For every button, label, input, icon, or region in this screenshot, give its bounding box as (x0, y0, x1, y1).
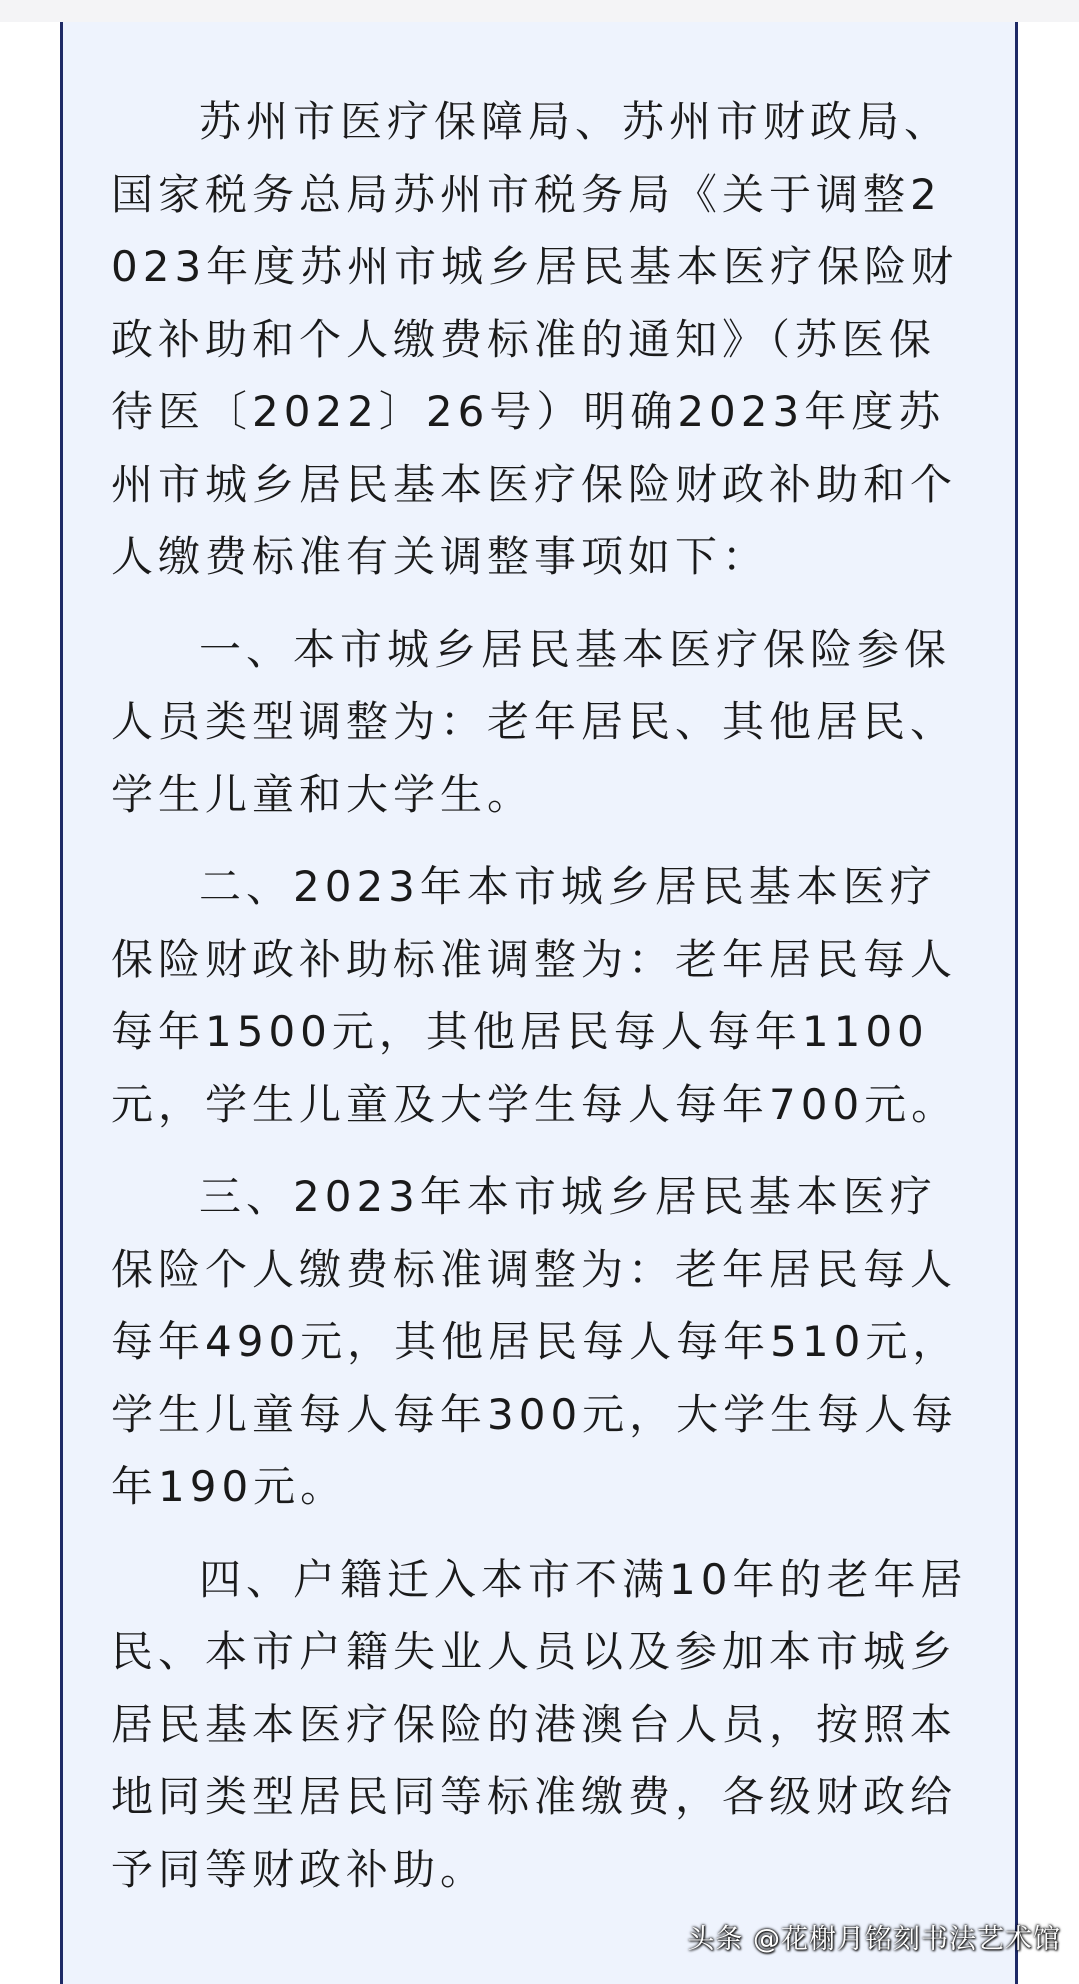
paragraph-item-4: 四、户籍迁入本市不满10年的老年居民、本市户籍失业人员以及参加本市城乡居民基本医疗保险的港澳台人员，按照本地同类型居民同等标准缴费，各级财政给予同等财政补助。 (111, 1554, 968, 1894)
paragraph-intro: 苏州市医疗保障局、苏州市财政局、国家税务总局苏州市税务局《关于调整2023年度苏州市城乡居民基本医疗保险财政补助和个人缴费标准的通知》（苏医保待医〔2022〕26号）明确2023年度苏州市城乡居民基本医疗保险财政补助和个人缴费标准有关调整事项如下： (111, 97, 959, 581)
top-strip (0, 0, 1079, 22)
document-panel (60, 22, 1018, 1984)
paragraph-item-1: 一、本市城乡居民基本医疗保险参保人员类型调整为：老年居民、其他居民、学生儿童和大学生。 (111, 624, 958, 819)
paragraph-item-2: 二、2023年本市城乡居民基本医疗保险财政补助标准调整为：老年居民每人每年1500元，其他居民每人每年1100元，学生儿童及大学生每人每年700元。 (111, 862, 959, 1129)
document-body (111, 86, 971, 1926)
paragraph-item-3: 三、2023年本市城乡居民基本医疗保险个人缴费标准调整为：老年居民每人每年490元，其他居民每人每年510元，学生儿童每人每年300元，大学生每人每年190元。 (111, 1172, 960, 1511)
source-watermark: 头条 @花榭月铭刻书法艺术馆 (687, 1924, 1061, 1955)
